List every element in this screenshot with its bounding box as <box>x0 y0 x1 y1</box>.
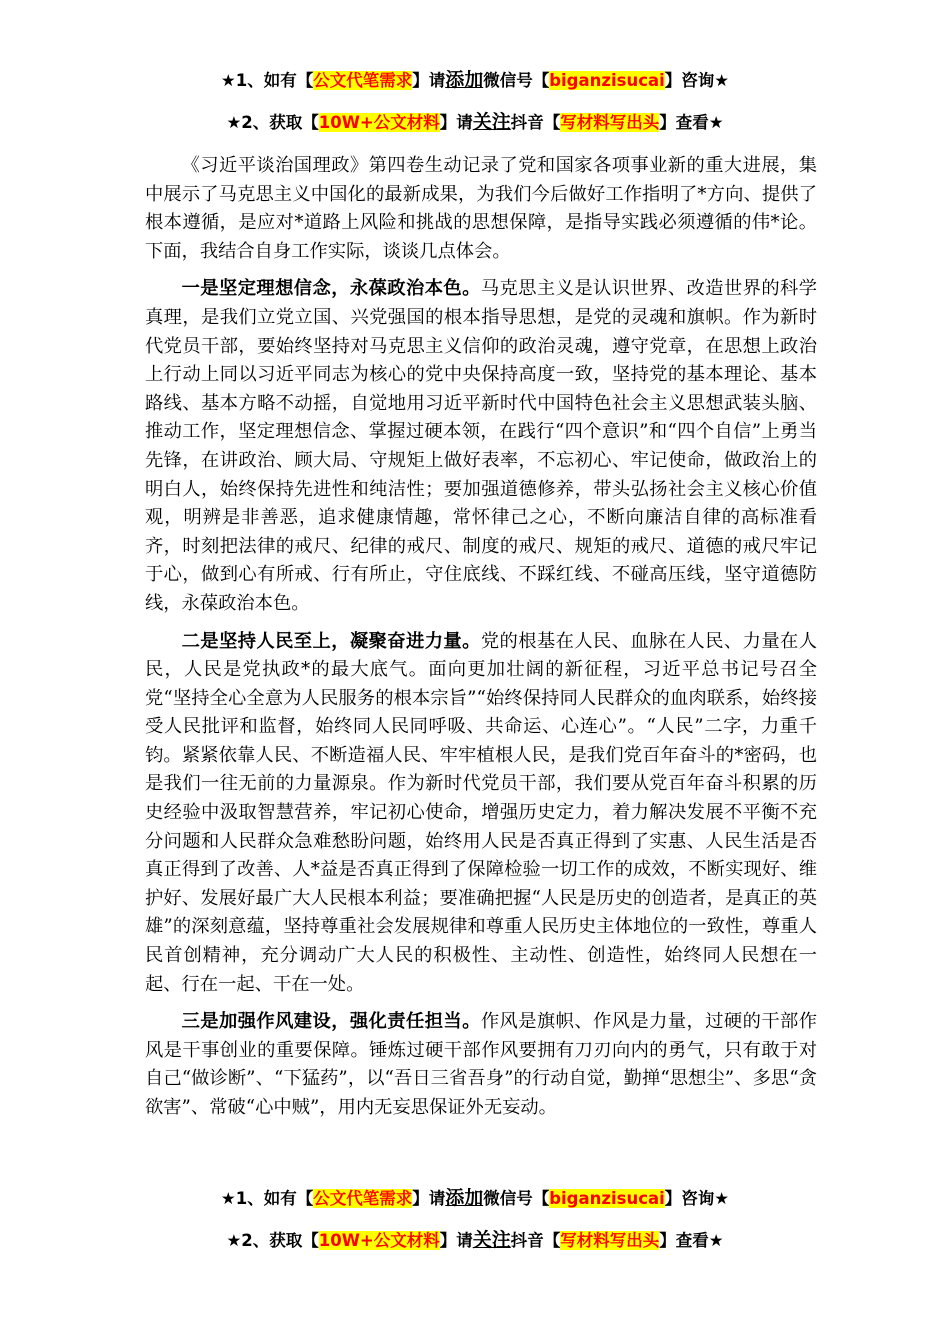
footer-promo-line-2 <box>0 1228 950 1253</box>
promo-highlight-service: 公文代笔需求 <box>313 1189 413 1208</box>
promo-text: 】请 <box>439 113 473 132</box>
promo-highlight-materials: 10W+公文材料 <box>318 113 440 132</box>
promo-text: 微信号【 <box>483 71 550 90</box>
promo-underlined-action: 添加 <box>445 1187 484 1209</box>
section-paragraph-1 <box>145 275 817 618</box>
section-paragraph-3 <box>145 1008 817 1122</box>
section-paragraph-2 <box>145 628 817 1000</box>
promo-prefix: ★1、如有【 <box>220 1189 314 1208</box>
promo-suffix: 】查看★ <box>659 113 724 132</box>
section-lead-1: 一是坚定理想信念，永葆政治本色。 <box>181 278 481 300</box>
promo-underlined-action: 添加 <box>445 69 484 91</box>
promo-text: 】请 <box>412 1189 446 1208</box>
header-promo-line-2 <box>0 110 950 135</box>
section-text-1: 马克思主义是认识世界、改造世界的科学真理，是我们立党立国、兴党强国的根本指导思想，是党的灵魂和旗帜。作为新时代党员干部，要始终坚持对马克思主义信仰的政治灵魂，遵守党章，在思想上政治上行动上同以习近平同志为核心的党中央保持高度一致，坚持党的基本理论、基本路线、基本方略不动摇，自觉地用习近平新时代中国特色社会主义思想武装头脑、推动工作，坚定理想信念、掌握过硬本领，在践行“四个意识”和“四个自信”上勇当先锋，在讲政治、顾大局、守规矩上做好表率，不忘初心、牢记使命，做政治上的明白人，始终保持先进性和纯洁性；要加强道德修养，带头弘扬社会主义核心价值观，明辨是非善恶，追求健康情趣，常怀律己之心，不断向廉洁自律的高标准看齐，时刻把法律的戒尺、纪律的戒尺、制度的戒尺、规矩的戒尺、道德的戒尺牢记于心，做到心有所戒、行有所止，守住底线、不踩红线、不碰高压线，坚守道德防线，永葆政治本色。 <box>145 278 818 614</box>
promo-suffix: 】咨询★ <box>664 71 730 90</box>
promo-underlined-action: 关注 <box>472 1229 511 1251</box>
intro-paragraph: 《习近平谈治国理政》第四卷生动记录了党和国家各项事业新的重大进展，集中展示了马克思主义中国化的最新成果，为我们今后做好工作指明了*方向、提供了根本遵循，是应对*道路上风险和挑战的思想保障，是指导实践必须遵循的伟*论。下面，我结合自身工作实际，谈谈几点体会。 <box>145 155 817 262</box>
footer-promo-line-1 <box>0 1186 950 1211</box>
promo-suffix: 】咨询★ <box>664 1189 730 1208</box>
section-lead-2: 二是坚持人民至上，凝聚奋进力量。 <box>181 630 481 652</box>
section-lead-3: 三是加强作风建设，强化责任担当。 <box>181 1011 481 1033</box>
promo-text: 抖音【 <box>510 113 561 132</box>
header-promo-line-1 <box>0 68 950 93</box>
promo-prefix: ★1、如有【 <box>220 71 314 90</box>
promo-underlined-action: 关注 <box>472 111 511 133</box>
article-body <box>145 152 817 1132</box>
promo-text: 抖音【 <box>510 1231 561 1250</box>
section-text-2: 党的根基在人民、血脉在人民、力量在人民，人民是党执政*的最大底气。面向更加壮阔的新征程，习近平总书记号召全党“坚持全心全意为人民服务的根本宗旨”“始终保持同人民群众的血肉联系，始终接受人民批评和监督，始终同人民同呼吸、共命运、心连心”。“人民”二字，力重千钧。紧紧依靠人民、不断造福人民、牢牢植根人民，是我们党百年奋斗的*密码，也是我们一往无前的力量源泉。作为新时代党员干部，我们要从党百年奋斗积累的历史经验中汲取智慧营养，牢记初心使命，增强历史定力，着力解决发展不平衡不充分问题和人民群众急难愁盼问题，始终用人民是否真正得到了实惠、人民生活是否真正得到了改善、人*益是否真正得到了保障检验一切工作的成效，不断实现好、维护好、发展好最广大人民根本利益；要准确把握“人民是历史的创造者，是真正的英雄”的深刻意蕴，坚持尊重社会发展规律和尊重人民历史主体地位的一致性，尊重人民首创精神，充分调动广大人民的积极性、主动性、创造性，始终同人民想在一起、行在一起、干在一处。 <box>145 630 818 995</box>
promo-text: 】请 <box>439 1231 473 1250</box>
promo-text: 】请 <box>412 71 446 90</box>
promo-highlight-materials: 10W+公文材料 <box>318 1231 440 1250</box>
promo-highlight-service: 公文代笔需求 <box>313 71 413 90</box>
promo-highlight-wechat-id: biganzisucai <box>549 71 665 90</box>
section-text-3: 作风是旗帜、作风是力量，过硬的干部作风是干事创业的重要保障。锤炼过硬干部作风要拥有刀刃向内的勇气，只有敢于对自己“做诊断”、“下猛药”，以“吾日三省吾身”的行动自觉，勤掸“思想尘”、多思“贪欲害”、常破“心中贼”，用内无妄思保证外无妄动。 <box>145 1011 818 1118</box>
promo-highlight-wechat-id: biganzisucai <box>549 1189 665 1208</box>
promo-highlight-douyin-id: 写材料写出头 <box>560 1231 660 1250</box>
promo-prefix: ★2、获取【 <box>226 113 319 132</box>
promo-suffix: 】查看★ <box>659 1231 724 1250</box>
promo-prefix: ★2、获取【 <box>226 1231 319 1250</box>
promo-text: 微信号【 <box>483 1189 550 1208</box>
promo-highlight-douyin-id: 写材料写出头 <box>560 113 660 132</box>
